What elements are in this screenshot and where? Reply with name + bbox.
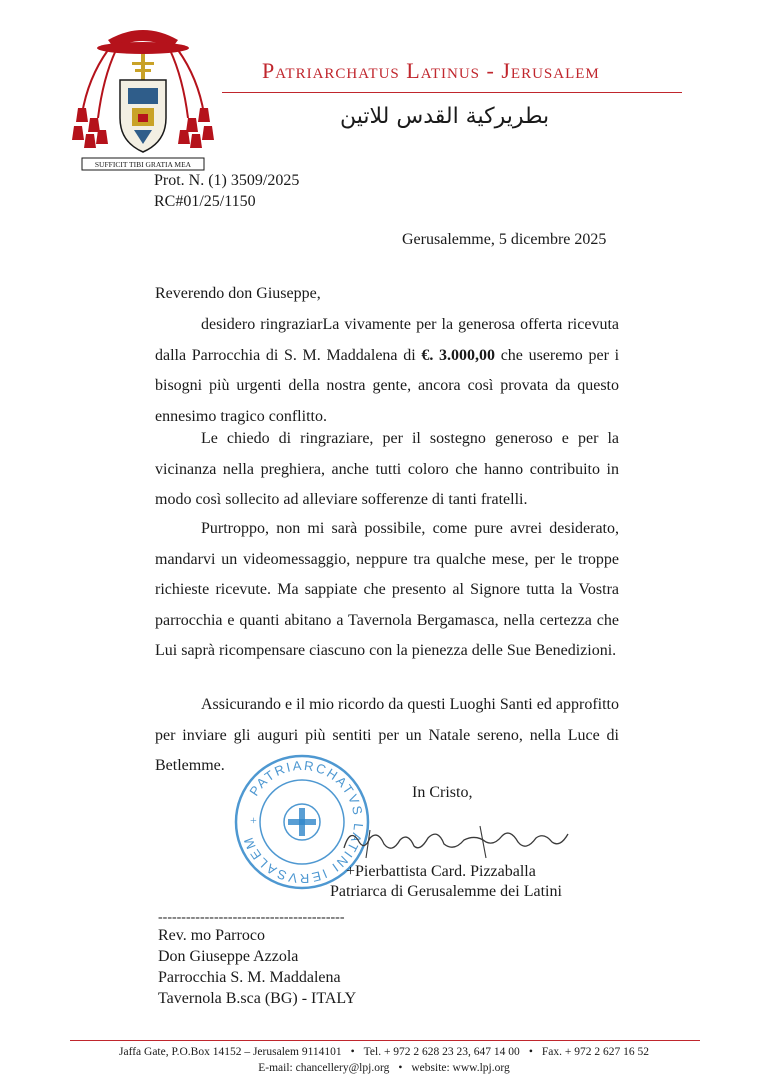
paragraph-2-text: Le chiedo di ringraziare, per il sostegno generoso e per la vicinanza nella preghiera, anche tutti coloro che hanno contribuito in modo così sollecito ad alleviare sofferenze di tanti fratelli. (155, 430, 619, 508)
footer-tel: Tel. + 972 2 628 23 23, 647 14 00 (363, 1046, 520, 1058)
salutation: Reverendo don Giuseppe, (155, 285, 321, 302)
footer-web (0, 1062, 768, 1074)
paragraph-3 (155, 514, 619, 667)
closing: In Cristo, (412, 784, 473, 801)
header-arabic-title: بطريركية القدس للاتين (340, 104, 550, 129)
paragraph-4 (155, 690, 619, 782)
signer-title: Patriarca di Gerusalemme dei Latini (330, 883, 562, 900)
bullet-icon: • (350, 1046, 355, 1058)
paragraph-1-text-b: che useremo per i bisogni più urgenti della nostra gente, ancora così provata da questo ennesimo tragico conflitto. (155, 346, 620, 425)
footer-rule (70, 1040, 700, 1041)
bullet-icon: • (528, 1046, 533, 1058)
paragraph-4-text: Assicurando e il mio ricordo da questi Luoghi Santi ed approfitto per inviare gli auguri più sentiti per un Natale sereno, nella Luce di Betlemme. (155, 696, 619, 774)
footer-address: Jaffa Gate, P.O.Box 14152 – Jerusalem 9114101 (119, 1046, 342, 1058)
paragraph-2 (155, 424, 619, 516)
paragraph-3-text: Purtroppo, non mi sarà possibile, come pure avrei desiderato, mandarvi un videomessaggio, neppure tra qualche mese, per le troppe richieste ricevute. Ma sappiate che presento al Signore tutta la Vostra parrocchia e quanti abitano a Tavernola Bergamasca, nella certezza che Lui saprà ricompensare ciascuno con la pienezza delle Sue Benedizioni. (155, 520, 619, 659)
donation-amount: €. 3.000,00 (421, 346, 496, 364)
paragraph-1-text-a: desidero ringraziarLa vivamente per la generosa offerta ricevuta dalla Parrocchia di S. M. Maddalena di (155, 316, 619, 364)
coat-of-arms-logo (68, 18, 218, 178)
footer-contacts (0, 1046, 768, 1058)
recipient-line-4: Tavernola B.sca (BG) - ITALY (158, 990, 357, 1007)
svg-text:SUFFICIT TIBI GRATIA MEA: SUFFICIT TIBI GRATIA MEA (94, 160, 192, 169)
svg-text:PATRIARCHATVS LATINI IERVSALEM: PATRIARCHATVS LATINI IERVSALEM (240, 757, 367, 887)
footer-website: website: www.lpj.org (411, 1062, 510, 1074)
paragraph-1 (155, 310, 619, 432)
header-rule (222, 92, 682, 93)
svg-text:+: + (250, 813, 257, 827)
signer-name: +Pierbattista Card. Pizzaballa (346, 863, 536, 880)
separator-line: ---------------------------------------- (158, 910, 345, 925)
letter-date: Gerusalemme, 5 dicembre 2025 (402, 231, 607, 248)
reference-number: RC#01/25/1150 (154, 193, 256, 210)
handwritten-signature (330, 818, 580, 868)
recipient-line-1: Rev. mo Parroco (158, 927, 265, 944)
protocol-number: Prot. N. (1) 3509/2025 (154, 172, 300, 189)
recipient-line-2: Don Giuseppe Azzola (158, 948, 299, 965)
bullet-icon: • (398, 1062, 403, 1074)
footer-email: E-mail: chancellery@lpj.org (258, 1062, 390, 1074)
footer-fax: Fax. + 972 2 627 16 52 (541, 1046, 649, 1058)
header-title: Patriarchatus Latinus - Jerusalem (262, 58, 600, 83)
recipient-line-3: Parrocchia S. M. Maddalena (158, 969, 341, 986)
